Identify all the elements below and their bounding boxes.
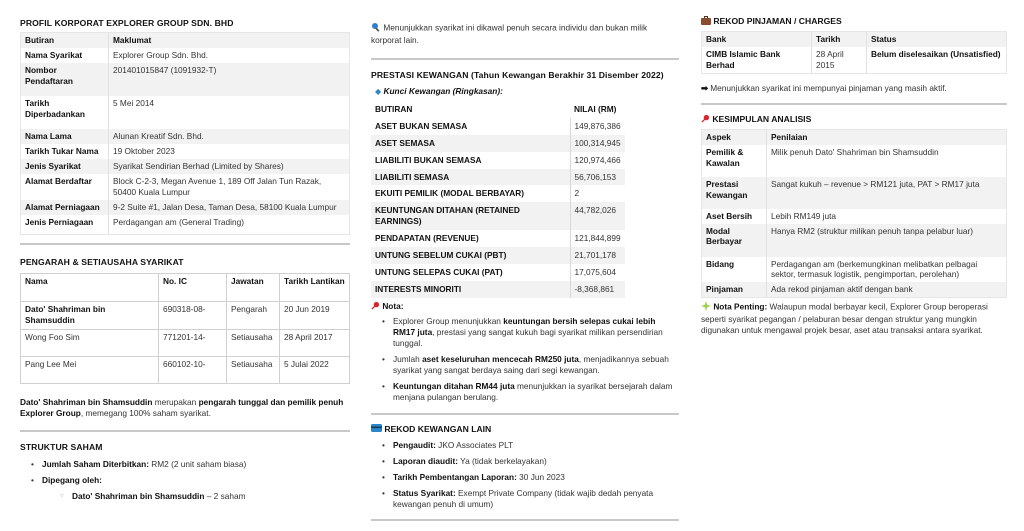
row-value: 120,974,466: [570, 152, 625, 169]
director-role: Pengarah: [227, 301, 280, 329]
note-text: Explorer Group menunjukkan: [393, 315, 504, 326]
table-row: [21, 63, 350, 96]
conclusion-title: KESIMPULAN ANALISIS: [712, 113, 812, 124]
note-highlight: Keuntungan ditahan RM44 juta: [393, 380, 515, 391]
row-label: EKUITI PEMILIK (MODAL BERBAYAR): [371, 185, 570, 202]
director-name: Wong Foo Sim: [21, 329, 159, 356]
header-cell: Butiran: [21, 33, 109, 48]
credit-card-icon: [371, 424, 382, 435]
header-cell: Status: [867, 31, 1007, 46]
other-records-list: [371, 440, 679, 510]
important-text: Walaupun modal berbayar kecil, Explorer Group beroperasi seperti syarikat pegangan / pelaburan besar dengan struktur yang mungkin digunakan untuk mengawal projek besar, aset atau transaksi antara syarikat.: [701, 301, 988, 336]
holder-value: – 2 saham: [204, 490, 246, 501]
profile-title: PROFIL KORPORAT EXPLORER GROUP SDN. BHD: [20, 18, 234, 28]
row-label: Bidang: [702, 257, 767, 283]
table-row: [702, 177, 1007, 209]
financial-notes: [371, 316, 679, 403]
table-row: [371, 230, 625, 247]
financial-subtitle-text: Kunci Kewangan (Ringkasan):: [383, 86, 503, 97]
item-value: RM2 (2 unit saham biasa): [148, 458, 247, 469]
row-label: ASET BUKAN SEMASA: [371, 118, 570, 135]
table-row: [371, 247, 625, 264]
table-row: [21, 174, 350, 200]
row-label: KEUNTUNGAN DITAHAN (RETAINED EARNINGS): [371, 202, 570, 230]
charges-note-text: Menunjukkan syarikat ini mempunyai pinjaman yang masih aktif.: [710, 82, 947, 93]
table-row: [371, 185, 625, 202]
row-label: UNTUNG SELEPAS CUKAI (PAT): [371, 264, 570, 281]
row-label: Tarikh Tukar Nama: [21, 144, 109, 159]
item-value: JKO Associates PLT: [435, 439, 514, 450]
note-text: , prestasi yang sangat kukuh bagi syarikat milikan persendirian tunggal.: [393, 326, 663, 348]
table-row: [371, 152, 625, 169]
list-item: [371, 488, 679, 510]
header-cell: BUTIRAN: [371, 101, 570, 118]
row-value: Perdagangan am (berkemungkinan melibatkan pelbagai sektor, termasuk logistik, pengimportan, perolehan): [767, 257, 1007, 283]
item-label: Jumlah Saham Diterbitkan:: [42, 458, 149, 469]
row-value: Hanya RM2 (struktur milikan penuh tanpa pelabur luar): [767, 224, 1007, 257]
divider: [20, 243, 350, 245]
row-value: Sangat kukuh – revenue > RM121 juta, PAT > RM17 juta: [767, 177, 1007, 209]
director-ic: 771201-14-: [159, 329, 227, 356]
control-note-text: Menunjukkan syarikat ini dikawal penuh secara individu dan bukan milik korporat lain.: [371, 22, 648, 45]
table-row: [21, 159, 350, 174]
briefcase-icon: [701, 16, 711, 28]
summary-text: merupakan: [152, 396, 199, 407]
sparkle-icon: [701, 301, 711, 314]
table-row: [21, 301, 350, 329]
charges-table: [701, 31, 1007, 74]
directors-table: [20, 273, 350, 384]
row-value: 149,876,386: [570, 118, 625, 135]
row-label: Prestasi Kewangan: [702, 177, 767, 209]
header-cell: Jawatan: [227, 273, 280, 301]
director-name: Pang Lee Mei: [21, 356, 159, 383]
director-date: 20 Jun 2019: [280, 301, 350, 329]
header-cell: Aspek: [702, 129, 767, 144]
charges-title: REKOD PINJAMAN / CHARGES: [713, 16, 842, 27]
arrow-right-icon: ➡: [701, 82, 708, 93]
row-label: Nama Syarikat: [21, 48, 109, 63]
bullet-icon: ◆: [375, 87, 382, 97]
row-label: Jenis Syarikat: [21, 159, 109, 174]
summary-text: , memegang 100% saham syarikat.: [80, 407, 211, 418]
row-value: 100,314,945: [570, 135, 625, 152]
row-value: 9-2 Suite #1, Jalan Desa, Taman Desa, 58100 Kuala Lumpur: [109, 200, 350, 215]
table-row: [702, 209, 1007, 224]
row-value: 17,075,604: [570, 264, 625, 281]
charge-bank: CIMB Islamic Bank Berhad: [702, 47, 812, 73]
director-date: 28 April 2017: [280, 329, 350, 356]
row-label: PENDAPATAN (REVENUE): [371, 230, 570, 247]
conclusion-heading: [701, 114, 1007, 126]
pin-icon: [701, 114, 710, 126]
header-cell: Tarikh: [812, 31, 867, 46]
important-label: Nota Penting:: [713, 301, 768, 312]
pin-icon: [371, 301, 380, 313]
row-label: Pemilik & Kawalan: [702, 145, 767, 177]
table-row: [371, 118, 625, 135]
table-row: [371, 135, 625, 152]
shares-list: [20, 459, 350, 502]
table-row: [21, 144, 350, 159]
row-label: Pinjaman: [702, 282, 767, 297]
row-value: 2: [570, 185, 625, 202]
row-value: Syarikat Sendirian Berhad (Limited by Shares): [109, 159, 350, 174]
divider: [701, 103, 1007, 105]
row-label: LIABILITI BUKAN SEMASA: [371, 152, 570, 169]
directors-title: PENGARAH & SETIAUSAHA SYARIKAT: [20, 257, 184, 268]
row-value: Perdagangan am (General Trading): [109, 215, 350, 235]
row-label: Modal Berbayar: [702, 224, 767, 257]
header-cell: NILAI (RM): [570, 101, 625, 118]
header-cell: Penilaian: [767, 129, 1007, 144]
row-label: Nombor Pendaftaran: [21, 63, 109, 96]
table-row: [371, 169, 625, 186]
divider: [371, 519, 679, 521]
list-item: [371, 381, 679, 403]
note-highlight: aset keseluruhan mencecah RM250 juta: [422, 353, 579, 364]
row-value: Block C-2-3, Megan Avenue 1, 189 Off Jalan Tun Razak, 50400 Kuala Lumpur: [109, 174, 350, 200]
note-title-text: Nota:: [382, 301, 404, 312]
table-row: [21, 96, 350, 129]
list-item: [20, 459, 350, 470]
list-item: [371, 316, 679, 349]
row-label: INTERESTS MINORITI: [371, 281, 570, 298]
row-value: Alunan Kreatif Sdn. Bhd.: [109, 129, 350, 144]
row-label: ASET SEMASA: [371, 135, 570, 152]
list-item: [371, 472, 679, 483]
other-records-title: REKOD KEWANGAN LAIN: [384, 423, 492, 434]
charges-table-header: [702, 31, 1007, 46]
directors-table-header: [21, 273, 350, 301]
header-cell: Bank: [702, 31, 812, 46]
director-ic: 690318-08-: [159, 301, 227, 329]
list-item: [20, 475, 350, 486]
financial-table-header: [371, 101, 625, 118]
table-row: [21, 356, 350, 383]
director-role: Setiausaha: [227, 329, 280, 356]
row-value: 201401015847 (1091932-T): [109, 63, 350, 96]
row-label: LIABILITI SEMASA: [371, 169, 570, 186]
row-label: UNTUNG SEBELUM CUKAI (PBT): [371, 247, 570, 264]
row-label: Tarikh Diperbadankan: [21, 96, 109, 129]
profile-table-header: [21, 33, 350, 48]
charges-note: [701, 83, 1007, 94]
table-row: [371, 264, 625, 281]
item-label: Laporan diaudit:: [393, 455, 458, 466]
list-item: [371, 456, 679, 467]
note-highlight: keuntungan bersih selepas cukai lebih RM17 juta: [393, 315, 656, 337]
row-value: 56,706,153: [570, 169, 625, 186]
column-right: [701, 0, 1007, 336]
table-row: [21, 48, 350, 63]
note-text: menunjukkan ia syarikat bersejarah dalam menjana pulangan berulang.: [393, 380, 673, 402]
magnifier-icon: [371, 22, 381, 35]
charge-status: Belum diselesaikan (Unsatisfied): [867, 47, 1007, 73]
note-text: Jumlah: [393, 353, 423, 364]
item-value: Exempt Private Company (tidak wajib dedah penyata kewangan penuh di umum): [393, 487, 654, 509]
header-cell: Maklumat: [109, 33, 350, 48]
header-cell: No. IC: [159, 273, 227, 301]
table-row: [702, 257, 1007, 283]
table-row: [702, 224, 1007, 257]
table-row: [702, 145, 1007, 177]
list-item: [371, 440, 679, 451]
row-value: 21,701,178: [570, 247, 625, 264]
row-value: 121,844,899: [570, 230, 625, 247]
item-label: Pengaudit:: [393, 439, 436, 450]
table-row: [702, 282, 1007, 297]
conclusion-table: [701, 129, 1007, 299]
conclusion-table-header: [702, 129, 1007, 144]
item-value: 30 Jun 2023: [516, 471, 565, 482]
item-label: Dipegang oleh:: [42, 474, 102, 485]
summary-owner: Dato' Shahriman bin Shamsuddin: [20, 396, 153, 407]
row-label: Jenis Perniagaan: [21, 215, 109, 235]
row-value: -8,368,861: [570, 281, 625, 298]
list-item: [20, 491, 350, 502]
item-label: Status Syarikat:: [393, 487, 456, 498]
header-cell: Nama: [21, 273, 159, 301]
row-value: 44,782,026: [570, 202, 625, 230]
charge-date: 28 April 2015: [812, 47, 867, 73]
row-value: 5 Mei 2014: [109, 96, 350, 129]
table-row: [371, 202, 625, 230]
item-value: Ya (tidak berkelayakan): [458, 455, 547, 466]
divider: [20, 430, 350, 432]
financial-table: [371, 101, 625, 298]
row-value: Explorer Group Sdn. Bhd.: [109, 48, 350, 63]
item-label: Tarikh Pembentangan Laporan:: [393, 471, 517, 482]
director-name: Dato' Shahriman bin Shamsuddin: [21, 301, 159, 329]
row-value: Lebih RM149 juta: [767, 209, 1007, 224]
charges-heading: [701, 16, 1007, 28]
director-ic: 660102-10-: [159, 356, 227, 383]
row-label: Nama Lama: [21, 129, 109, 144]
table-row: [21, 129, 350, 144]
table-row: [21, 200, 350, 215]
control-note: [371, 22, 679, 46]
row-value: Ada rekod pinjaman aktif dengan bank: [767, 282, 1007, 297]
director-role: Setiausaha: [227, 356, 280, 383]
column-middle: [371, 0, 679, 521]
important-note: [701, 301, 1007, 336]
row-label: Aset Bersih: [702, 209, 767, 224]
summary-highlight: pengarah tunggal dan pemilik penuh Explorer Group: [20, 396, 344, 418]
row-label: Alamat Berdaftar: [21, 174, 109, 200]
table-row: [21, 215, 350, 235]
note-text: , menjadikannya sebuah syarikat yang sangat berdaya saing dari segi kewangan.: [393, 353, 669, 375]
other-records-heading: [371, 424, 679, 435]
list-item: [371, 354, 679, 376]
financial-note-title: [371, 301, 679, 313]
table-row: [371, 281, 625, 298]
divider: [371, 58, 679, 60]
column-left: [20, 0, 350, 502]
row-label: Alamat Perniagaan: [21, 200, 109, 215]
directors-summary: [20, 397, 350, 419]
table-row: [21, 329, 350, 356]
divider: [371, 413, 679, 415]
holder-name: Dato' Shahriman bin Shamsuddin: [72, 490, 205, 501]
row-value: Milik penuh Dato' Shahriman bin Shamsuddin: [767, 145, 1007, 177]
director-date: 5 Julai 2022: [280, 356, 350, 383]
row-value: 19 Oktober 2023: [109, 144, 350, 159]
shares-title: STRUKTUR SAHAM: [20, 441, 103, 452]
header-cell: Tarikh Lantikan: [280, 273, 350, 301]
financial-subtitle: [371, 86, 679, 98]
profile-table: [20, 32, 350, 235]
table-row: [702, 47, 1007, 73]
financial-title: PRESTASI KEWANGAN (Tahun Kewangan Berakhir 31 Disember 2022): [371, 69, 664, 80]
